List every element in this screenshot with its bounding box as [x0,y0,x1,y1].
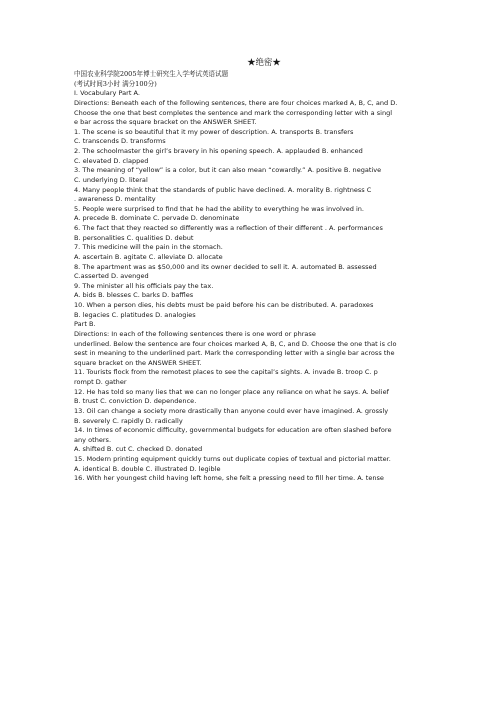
text-line: 2. The schoolmaster the girl’s bravery in his opening speech. A. applauded B. enhanced [74,147,363,155]
text-line: A. precede B. dominate C. pervade D. denominate [74,214,240,223]
text-line: C. transcends D. transforms [74,137,166,146]
text-line: B. legacies C. platitudes D. analogies [74,310,196,319]
text-line: 7. This medicine will the pain in the stomach. [74,243,223,252]
text-line: 15. Modern printing equipment quickly turns out duplicate copies of textual and pictorial matter. [74,455,391,463]
text-line: Ⅰ. Vocabulary Part A. [74,89,140,98]
text-line: e bar across the square bracket on the ANSWER SHEET. [74,118,257,127]
text-line: 5. People were surprised to find that he had the ability to everything he was involved in. [74,204,365,213]
text-line: 4. Many people think that the standards of public have declined. A. morality B. rightness C [74,185,372,194]
text-line: A. bids B. blesses C. barks D. baffles [74,291,194,300]
text-line: . awareness D. mentality [74,195,156,204]
text-line: C. underlying D. literal [74,175,148,184]
text-line: 3. The meaning of “yellow” is a color, but it can also mean “cowardly.” A. positive B. negative [74,166,382,175]
text-line: 8. The apartment was as $50,000 and its owner decided to sell it. A. automated B. assessed [74,262,377,271]
text-line: B. severely C. rapidly D. radically [74,416,183,425]
text-line: Directions: Beneath each of the following sentences, there are four choices marked A, B, C, and D. [74,98,398,107]
text-line: C.asserted D. avenged [74,272,149,281]
document-body [74,70,444,484]
text-line: 16. With her youngest child having left home, she felt a pressing need to fill her time. A. tense [74,474,384,483]
text-line: underlined. Below the sentence are four choices marked A, B, C, and D. Choose the one that is clo [74,339,397,348]
text-line: 11. Tourists flock from the remotest places to see the capital’s sights. A. invade B. troop C. p [74,368,378,377]
text-line: A. ascertain B. agitate C. alleviate D. allocate [74,252,223,261]
text-line: Directions: In each of the following sentences there is one word or phrase [74,329,316,338]
text-line: square bracket on the ANSWER SHEET. [74,358,202,367]
text-line: (考试时间3小时 满分100分) [74,79,157,88]
text-line: rompt D. gather [74,378,127,386]
text-line: 10. When a person dies, his debts must be paid before his can be distributed. A. paradoxes [74,301,374,309]
text-line: Part B. [74,320,96,329]
text-line: B. personalities C. qualities D. debut [74,233,194,242]
text-line: Choose the one that best completes the sentence and mark the corresponding letter with a singl [74,108,393,117]
text-line: 中国农业科学院2005年博士研究生入学考试英语试题 [74,70,229,78]
text-line: C. elevated D. clapped [74,156,149,165]
text-line: 1. The scene is so beautiful that it my power of description. A. transports B. transfers [74,127,354,136]
text-line: 6. The fact that they reacted so differently was a reflection of their different . A. performances [74,224,383,232]
text-line: 13. Oil can change a society more drastically than anyone could ever have imagined. A. grossly [74,406,389,415]
secret-mark: ★绝密★ [247,57,281,67]
text-line: 9. The minister all his officials pay the tax. [74,281,214,290]
text-line: any others. [74,435,112,444]
text-line: 14. In times of economic difficulty, governmental budgets for education are often slashed before [74,426,392,435]
text-line: 12. He has told so many lies that we can no longer place any reliance on what he says. A. belief [74,387,389,396]
text-line: A. shifted B. cut C. checked D. donated [74,445,203,454]
text-line: A. identical B. double C. illustrated D. legible [74,464,221,473]
text-line: B. trust C. conviction D. dependence. [74,397,197,406]
text-line: sest in meaning to the underlined part. Mark the corresponding letter with a single bar across the [74,349,395,358]
